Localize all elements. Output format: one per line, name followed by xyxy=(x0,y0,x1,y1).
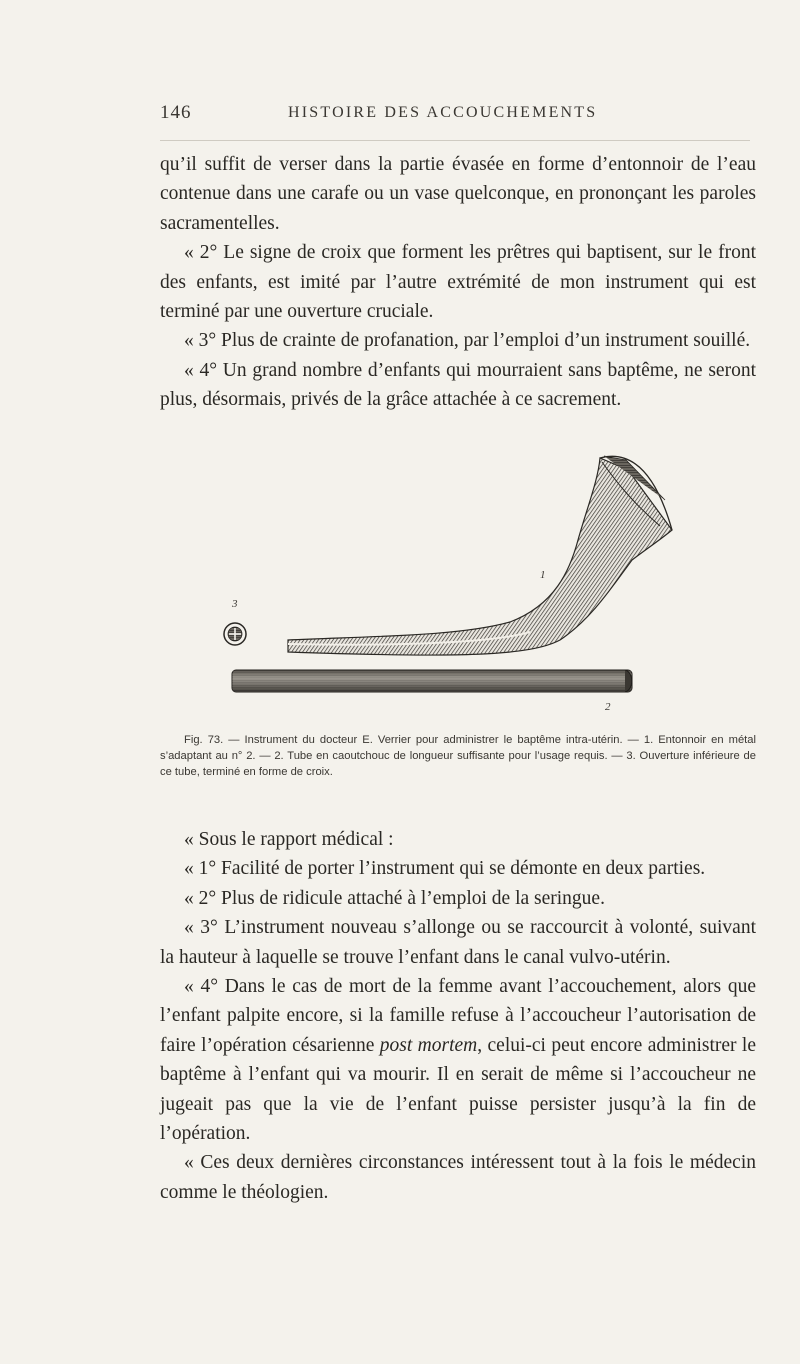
paragraph: qu’il suffit de verser dans la partie évasée en forme d’entonnoir de l’eau contenue dans une carafe ou un vase quelconque, en prononçant les paroles sacramentelles. xyxy=(160,154,756,234)
paragraph: « 4° Un grand nombre d’enfants qui mourraient sans baptême, ne seront plus, désormais, privés de la grâce attachée à ce sacrement. xyxy=(160,359,756,411)
bottom-text-block xyxy=(160,825,756,1207)
figure-label-2: 2 xyxy=(605,701,611,713)
rubber-tube xyxy=(232,670,632,692)
text-run: , celui-ci peut encore administrer le baptême à l’enfant qui va mourir. Il en serait de même si l’accoucheur ne jugeait pas que la vie de l’enfant puisse persister jusqu’à la fin de l’opération. xyxy=(160,1034,756,1145)
paragraph: « 3° Plus de crainte de profanation, par l’emploi d’un instrument souillé. xyxy=(184,330,751,352)
paragraph: « 2° Plus de ridicule attaché à l’emploi de la seringue. xyxy=(184,887,605,909)
instrument-illustration xyxy=(160,400,756,720)
top-text-block xyxy=(160,150,756,415)
paragraph: « 1° Facilité de porter l’instrument qui se démonte en deux parties. xyxy=(184,858,706,880)
latin-term: post mortem xyxy=(379,1034,478,1056)
figure-label-3: 3 xyxy=(232,598,238,610)
paragraph xyxy=(160,972,756,1148)
cross-opening xyxy=(224,623,246,645)
figure-label-1: 1 xyxy=(540,569,546,581)
paragraph: « Sous le rapport médical : xyxy=(184,829,394,850)
running-title: HISTOIRE DES ACCOUCHEMENTS xyxy=(288,104,598,121)
page-number: 146 xyxy=(160,102,192,123)
text-run: « 4° Dans le cas de mort de la femme avant l’accouchement, alors que l’enfant palpite encore, si la famille refuse à l’accoucheur l’autorisation de faire l’opération césarienne xyxy=(160,976,756,1056)
funnel-part xyxy=(288,456,672,655)
header-rule xyxy=(160,140,750,141)
page-header xyxy=(160,102,750,132)
paragraph: « 2° Le signe de croix que forment les prêtres qui baptisent, sur le front des enfants, est imité par l’autre extrémité de mon instrument qui est terminé par une ouverture cruciale. xyxy=(160,242,756,323)
paragraph: « Ces deux dernières circonstances intéressent tout à la fois le médecin comme le théologien. xyxy=(160,1152,756,1203)
caption-text: Fig. 73. — Instrument du docteur E. Verrier pour administrer le baptême intra-utérin. — 1. Entonnoir en métal s’adaptant au n° 2. — 2. Tube en caoutchouc de longueur suffisante pour l’usage requis. — 3. Ouverture inférieure de ce tube, terminé en forme de croix. xyxy=(160,734,756,778)
figure-caption xyxy=(160,733,756,780)
paragraph: « 3° L’instrument nouveau s’allonge ou se raccourcit à volonté, suivant la hauteur à laquelle se trouve l’enfant dans le canal vulvo-utérin. xyxy=(160,917,756,968)
